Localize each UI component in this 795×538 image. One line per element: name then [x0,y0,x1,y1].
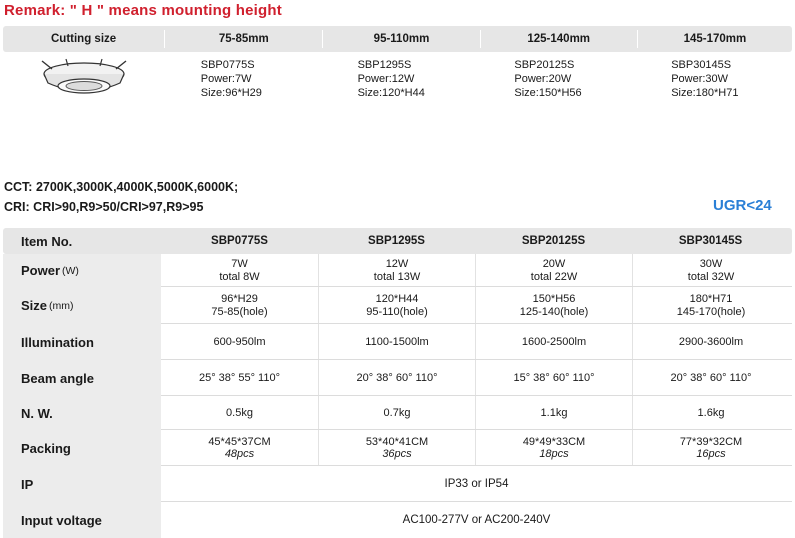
size-cell: 120*H44 95-110(hole) [318,287,475,324]
input-voltage-row [3,502,792,538]
net-weight-cell: 0.7kg [318,396,475,430]
illumination-cell: 600-950lm [213,335,266,348]
product-size: Size:180*H71 [671,87,739,99]
packing-row [3,430,792,466]
ip-label: IP [3,466,161,502]
packing-cell: 53*40*41CM 36pcs [318,430,475,466]
input-voltage-value: AC100-277V or AC200-240V [402,514,551,526]
illumination-cell: 1600-2500lm [475,324,632,360]
product-power: Power:30W [671,73,729,85]
power-cell: 12W total 13W [318,254,475,287]
power-label: Power (W) [3,254,161,287]
net-weight-cell: 1.1kg [475,396,632,430]
net-weight-cell: 0.5kg [226,406,253,419]
beam-angle-label: Beam angle [3,360,161,396]
net-weight-cell: 1.6kg [632,396,789,430]
product-power: Power:20W [514,73,572,85]
product-cell-1 [165,54,322,108]
remark-heading: Remark: " H " means mounting height [4,2,282,19]
product-size: Size:150*H56 [514,87,582,99]
cri-line: CRI: CRI>90,R9>50/CRI>97,R9>95 [4,200,204,214]
product-model: SBP30145S [671,59,732,71]
power-cell: 30W total 32W [632,254,789,287]
ugr-badge: UGR<24 [713,197,772,214]
packing-cell: 45*45*37CM 48pcs [208,435,271,460]
product-model: SBP1295S [357,59,412,71]
model-header: SBP1295S [368,234,425,247]
beam-angle-cell: 20° 38° 60° 110° [632,360,789,396]
ip-row [3,466,792,502]
model-header: SBP20125S [521,234,586,247]
beam-angle-row [3,360,792,396]
illumination-cell: 2900-3600lm [632,324,789,360]
illumination-label: Illumination [3,324,161,360]
cutting-size-col-2: 95-110mm [373,33,430,45]
illumination-row [3,324,792,360]
packing-cell: 77*39*32CM 16pcs [632,430,789,466]
size-cell: 180*H71 145-170(hole) [632,287,789,324]
product-power: Power:12W [357,73,415,85]
spec-table [3,228,792,538]
packing-cell: 49*49*33CM 18pcs [475,430,632,466]
product-size: Size:96*H29 [200,87,262,99]
cutting-size-col-4: 145-170mm [683,33,747,45]
downlight-product-image [3,54,165,108]
size-row [3,287,792,324]
power-row [3,254,792,287]
cutting-size-col-1: 75-85mm [218,33,269,45]
product-power: Power:7W [200,73,252,85]
spec-header-row [3,228,792,254]
size-cell: 96*H29 75-85(hole) [211,293,268,318]
cutting-size-label: Cutting size [51,33,117,45]
cutting-size-body [3,54,792,108]
cct-line: CCT: 2700K,3000K,4000K,5000K,6000K; [4,180,239,194]
ip-value: IP33 or IP54 [444,478,509,490]
cutting-size-col-3: 125-140mm [527,33,591,45]
model-header: SBP30145S [678,234,743,247]
beam-angle-cell: 20° 38° 60° 110° [318,360,475,396]
cutting-size-header [3,26,792,52]
product-model: SBP20125S [514,59,575,71]
input-voltage-label: Input voltage [3,502,161,538]
power-cell: 7W total 8W [219,258,260,283]
size-label: Size (mm) [3,287,161,324]
power-cell: 20W total 22W [475,254,632,287]
beam-angle-cell: 15° 38° 60° 110° [475,360,632,396]
packing-label: Packing [3,430,161,466]
net-weight-label: N. W. [3,396,161,430]
size-cell: 150*H56 125-140(hole) [475,287,632,324]
product-model: SBP0775S [200,59,255,71]
product-cell-4 [635,54,792,108]
product-cell-3 [478,54,635,108]
product-cell-2 [322,54,479,108]
net-weight-row [3,396,792,430]
model-header: SBP0775S [211,234,268,247]
beam-angle-cell: 25° 38° 55° 110° [198,371,280,384]
product-size: Size:120*H44 [357,87,425,99]
illumination-cell: 1100-1500lm [318,324,475,360]
item-no-label: Item No. [21,233,73,249]
